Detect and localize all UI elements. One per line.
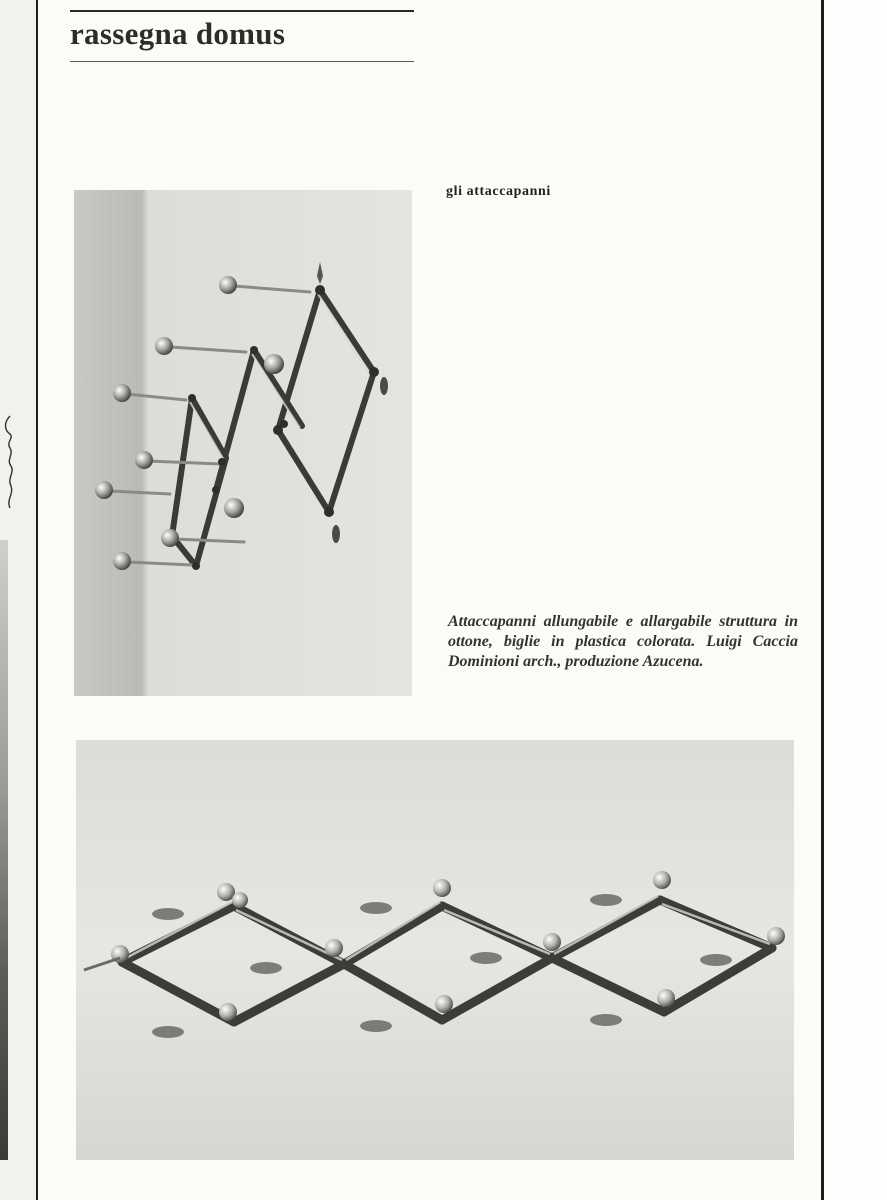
photo-caption: Attaccapanni allungabile e allargabile struttura in ottone, biglie in plastica colorata. Luigi Caccia Dominioni arch., produzione Azucena.: [448, 613, 798, 670]
left-column-rule: [36, 0, 38, 1200]
photo-coat-rack-extended: [76, 740, 794, 1160]
right-margin: [824, 0, 887, 1200]
header-top-rule: [70, 10, 414, 12]
header-bottom-rule: [70, 61, 414, 62]
adjacent-page-strip: [0, 540, 8, 1160]
page-header-title: rassegna domus: [70, 16, 286, 51]
section-title: gli attaccapanni: [446, 184, 551, 199]
handwritten-signature: [0, 408, 20, 518]
photo-coat-rack-folded: [74, 190, 412, 696]
